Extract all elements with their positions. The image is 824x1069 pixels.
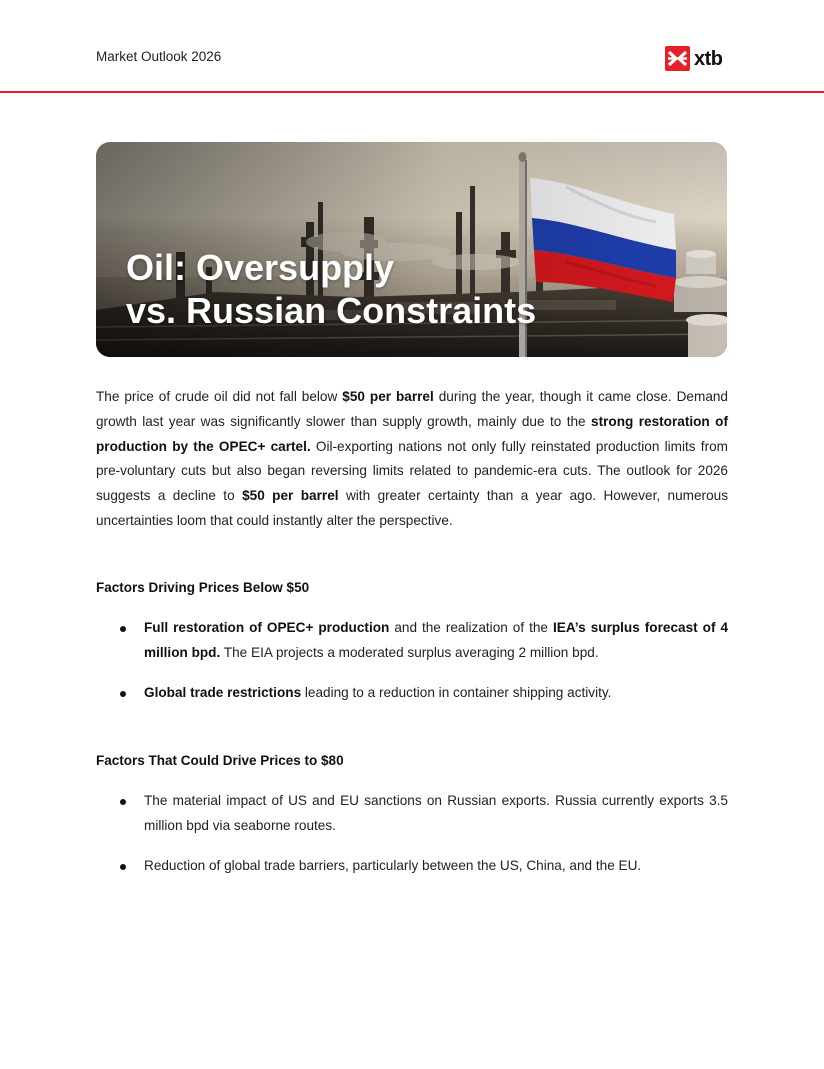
document-title: Market Outlook 2026 [96,49,222,64]
intro-text-2: during the year, though it came close. Demand growth last year was significantly slower than supply growth, mainly due to the [96,389,728,429]
bold-text: Global trade restrictions [144,684,302,700]
text: The EIA projects a moderated surplus averaging 2 million bpd. [220,644,599,660]
xtb-logo [665,46,723,71]
intro-text-1: The price of crude oil did not fall below [96,389,343,404]
list-item [96,854,728,879]
intro-bold-2: strong restoration of production by the OPEC+ cartel. [96,413,728,454]
bullet-list-to-80 [96,789,728,893]
bullet-icon [120,799,126,805]
header-divider [0,91,824,93]
section-heading-below-50: Factors Driving Prices Below $50 [96,580,310,595]
intro-bold-1: $50 per barrel [342,389,434,404]
text: The material impact of US and EU sanctions on Russian exports. Russia currently exports 3.5 million bpd via seaborne routes. [144,793,728,833]
intro-paragraph [96,385,728,534]
hero-title [126,246,536,332]
xtb-logo-text: xtb [694,47,723,70]
text: and the realization of the [389,620,553,635]
bold-text: IEA’s surplus forecast of 4 million bpd. [144,620,729,660]
section-heading-to-80: Factors That Could Drive Prices to $80 [96,753,344,768]
list-item [96,616,728,666]
bullet-list-below-50 [96,616,728,720]
xtb-logo-mark-icon [665,46,690,71]
intro-text-4: with greater certainty than a year ago. However, numerous uncertainties loom that could instantly alter the perspective. [96,488,728,528]
text: leading to a reduction in container shipping activity. [301,684,612,700]
hero-title-line-2: vs. Russian Constraints [126,290,537,331]
text: Reduction of global trade barriers, particularly between the US, China, and the EU. [144,857,642,873]
hero-banner [96,142,727,357]
intro-text-3: Oil-exporting nations not only fully reinstated production limits from pre-voluntary cuts but also began reversing limits related to pandemic-era cuts. The outlook for 2026 suggests a decline to [96,438,728,504]
hero-title-line-1: Oil: Oversupply [126,247,395,288]
intro-bold-3: $50 per barrel [242,488,339,504]
bold-text: Full restoration of OPEC+ production [144,620,390,635]
bullet-icon [120,864,126,870]
list-item [96,789,728,839]
bullet-icon [120,626,126,632]
list-item [96,681,728,706]
bullet-icon [120,691,126,697]
